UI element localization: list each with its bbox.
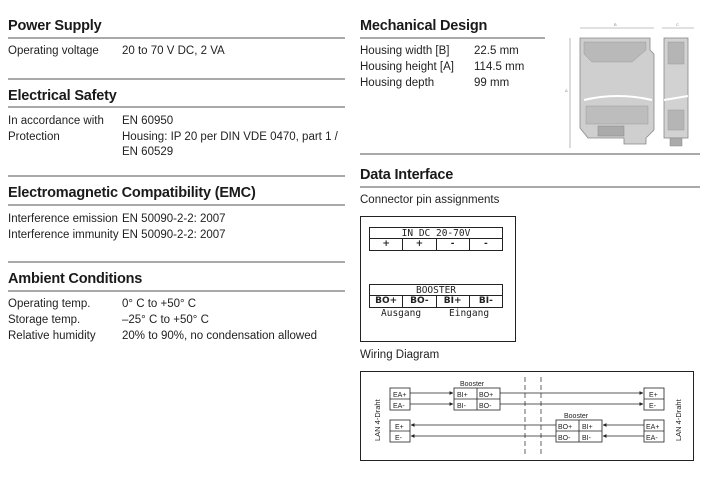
b1-bo-plus: BO+ [479,392,494,399]
b1-bo-minus: BO- [479,403,492,410]
pin-plus-1: + [369,238,403,251]
pin-bi-plus: BI+ [436,295,470,308]
left-top-ea-plus: EA+ [393,392,407,399]
emc-title: Electromagnetic Compatibility (EMC) [8,185,256,201]
protection-value-cont: EN 60529 [122,146,174,158]
housing-width-value: 22.5 mm [474,45,519,57]
b2-bo-minus: BO- [558,435,571,442]
pin-bo-plus: BO+ [369,295,403,308]
depth-mark: C [676,22,679,27]
housing-depth-label: Housing depth [360,77,435,89]
accordance-value: EN 60950 [122,115,174,127]
pin-bo-minus: BO- [402,295,436,308]
power-pin-title: IN DC 20-70V [401,228,471,239]
pin-minus-2: - [469,238,503,251]
left-bottom-e-minus: E- [395,435,402,442]
housing-height-label: Housing height [A] [360,61,454,73]
lan-right-label: LAN 4-Draht [674,399,683,441]
wiring-diagram [360,371,694,463]
mechanical-title: Mechanical Design [360,18,488,34]
power-pin-block [369,227,503,251]
connector-frame [360,216,516,342]
operating-temp-value: 0° C to +50° C [122,298,197,310]
section-divider [8,290,345,292]
eingang-label: Eingang [449,308,490,319]
emission-label: Interference emission [8,213,118,225]
humidity-label: Relative humidity [8,330,96,342]
pin-minus-1: - [436,238,470,251]
humidity-value: 20% to 90%, no condensation allowed [122,330,318,342]
right-top-e-plus: E+ [649,392,658,399]
right-bottom-ea-minus: EA- [646,435,658,442]
power-supply-title: Power Supply [8,18,102,34]
storage-temp-value: –25° C to +50° C [122,314,209,326]
b2-bo-plus: BO+ [558,424,573,431]
immunity-label: Interference immunity [8,229,119,241]
section-divider [8,78,345,80]
housing-depth-value: 99 mm [474,77,510,89]
section-divider [8,261,345,263]
booster-2-title: Booster [564,413,589,420]
wiring-caption: Wiring Diagram [360,349,440,361]
housing-height-value: 114.5 mm [474,61,525,73]
storage-temp-label: Storage temp. [8,314,81,326]
immunity-value: EN 50090-2-2: 2007 [122,229,226,241]
operating-voltage-value: 20 to 70 V DC, 2 VA [122,45,225,57]
section-divider [8,37,345,39]
width-mark: B [614,22,617,27]
pin-plus-2: + [402,238,436,251]
section-divider [8,106,345,108]
right-top-e-minus: E- [649,403,656,410]
section-divider [8,204,345,206]
pin-bi-minus: BI- [469,295,503,308]
booster-pin-title: BOOSTER [415,285,457,296]
connector-caption: Connector pin assignments [360,194,500,206]
b2-bi-plus: BI+ [582,424,593,431]
b2-bi-minus: BI- [582,435,591,442]
emission-value: EN 50090-2-2: 2007 [122,213,226,225]
accordance-label: In accordance with [8,115,104,127]
housing-width-label: Housing width [B] [360,45,450,57]
protection-label: Protection [8,131,60,143]
operating-temp-label: Operating temp. [8,298,91,310]
section-divider [360,37,545,39]
ambient-title: Ambient Conditions [8,271,143,287]
data-interface-title: Data Interface [360,167,454,183]
height-mark: A [565,88,568,93]
left-bottom-e-plus: E+ [395,424,404,431]
lan-left-label: LAN 4-Draht [373,399,382,441]
b1-bi-minus: BI- [457,403,466,410]
left-top-ea-minus: EA- [393,403,405,410]
protection-value: Housing: IP 20 per DIN VDE 0470, part 1 / [122,131,338,143]
booster-1-title: Booster [460,381,485,388]
operating-voltage-label: Operating voltage [8,45,99,57]
right-bottom-ea-plus: EA+ [646,424,660,431]
housing-drawing [562,20,702,150]
section-divider [8,175,345,177]
b1-bi-plus: BI+ [457,392,468,399]
ausgang-label: Ausgang [381,308,422,319]
booster-pin-block [369,284,503,308]
section-divider [360,186,700,188]
section-divider [360,153,700,155]
electrical-safety-title: Electrical Safety [8,88,117,104]
